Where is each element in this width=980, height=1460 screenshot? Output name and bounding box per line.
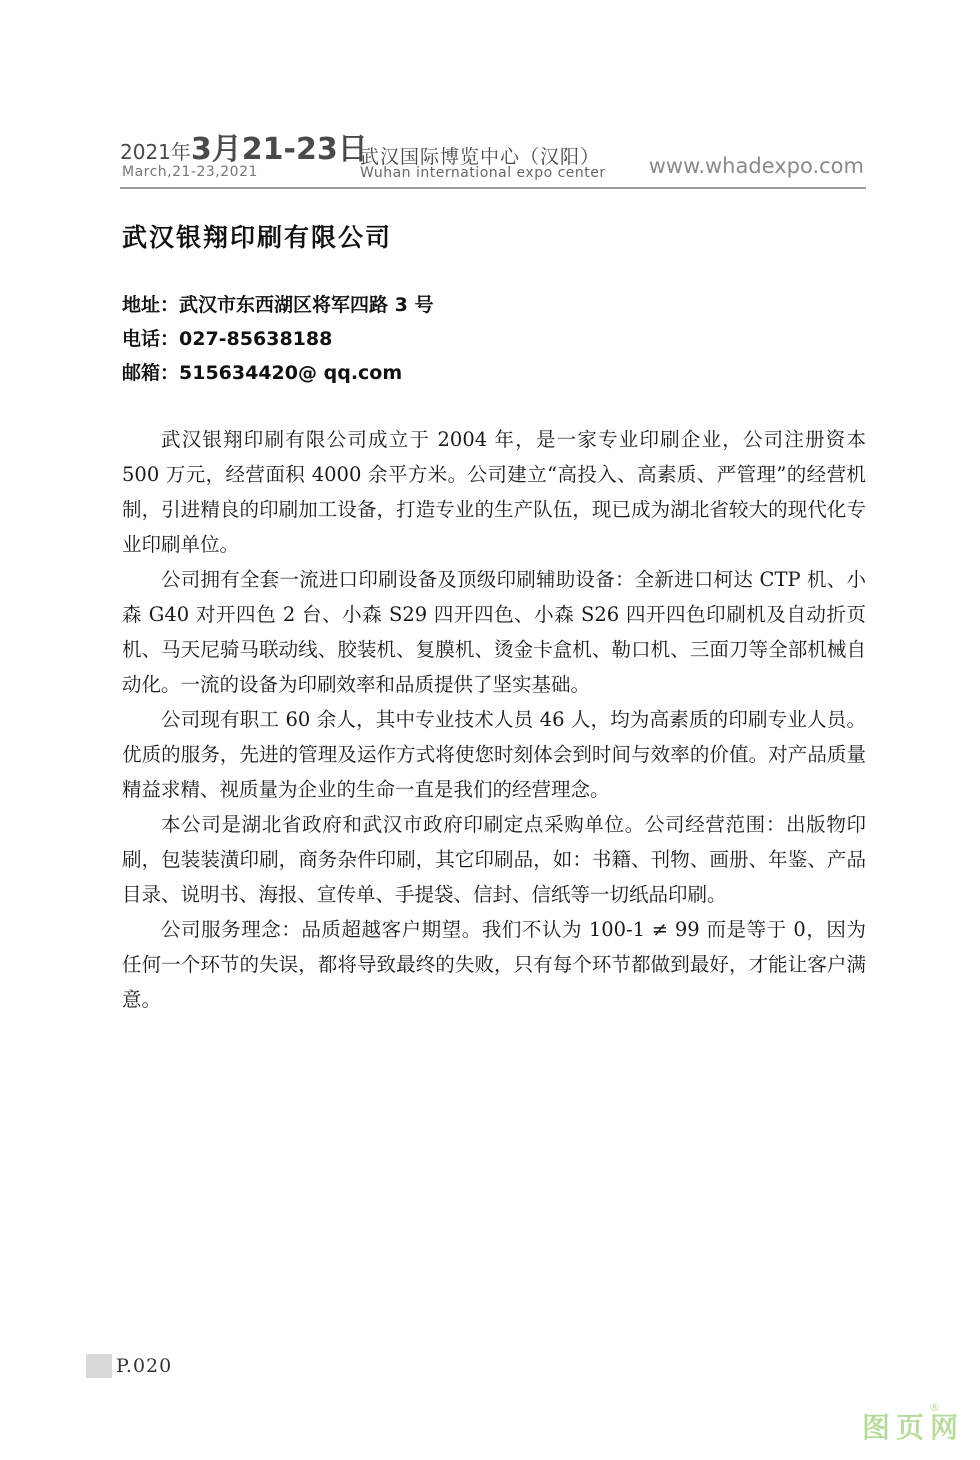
venue-name-english: Wuhan international expo center [360, 165, 606, 181]
contact-phone [122, 322, 433, 356]
description-paragraph: 公司服务理念：品质超越客户期望。我们不认为 100-1 ≠ 99 而是等于 0，因为任何一个环节的失误，都将导致最终的失败，只有每个环节都做到最好，才能让客户满意。 [122, 918, 866, 1011]
header-divider [120, 187, 866, 189]
event-date-year: 2021年 [120, 140, 191, 164]
venue-name-chinese: 武汉国际博览中心（汉阳） [360, 146, 601, 168]
description-paragraph: 武汉银翔印刷有限公司成立于 2004 年，是一家专业印刷企业，公司注册资本 500 万元，经营面积 4000 余平方米。公司建立“高投入、高素质、严管理”的经营机制，引进精良的印刷加工设备，打造专业的生产队伍，现已成为湖北省较大的现代化专业印刷单位。 [122, 428, 866, 556]
company-title: 武汉银翔印刷有限公司 [122, 223, 393, 252]
description-paragraph: 公司拥有全套一流进口印刷设备及顶级印刷辅助设备：全新进口柯达 CTP 机、小森 G40 对开四色 2 台、小森 S29 四开四色、小森 S26 四开四色印刷机及自动折页机、马天尼骑马联动线、胶装机、复膜机、烫金卡盒机、勒口机、三面刀等全部机械自动化。一流的设备为印刷效率和品质提供了坚实基础。 [122, 568, 866, 696]
contact-email-label: 邮箱： [122, 362, 180, 384]
contact-email-value: 515634420@ qq.com [179, 362, 403, 384]
watermark-logo: 图页网 [861, 1411, 964, 1444]
contact-phone-value: 027-85638188 [179, 328, 333, 350]
page-number-marker [86, 1354, 112, 1378]
page-number [86, 1354, 172, 1378]
event-date-month: 3月 [190, 132, 242, 167]
event-date-english: March,21-23,2021 [122, 164, 258, 180]
registered-mark: ® [929, 1401, 940, 1414]
contact-address-value: 武汉市东西湖区将军四路 3 号 [179, 294, 434, 316]
description-paragraph: 公司现有职工 60 余人，其中专业技术人员 46 人，均为高素质的印刷专业人员。优质的服务，先进的管理及运作方式将使您时刻体会到时间与效率的价值。对产品质量精益求精、视质量为企业的生命一直是我们的经营理念。 [122, 708, 866, 801]
event-date-days: 21-23日 [241, 132, 368, 167]
contact-info [122, 288, 433, 390]
contact-phone-label: 电话： [122, 328, 180, 350]
company-description [122, 422, 866, 1017]
contact-address-label: 地址： [122, 294, 180, 316]
contact-email [122, 356, 433, 390]
website-url: www.whadexpo.com [648, 154, 864, 178]
page-number-text: P.020 [116, 1355, 173, 1377]
page-header [120, 128, 866, 188]
contact-address [122, 288, 433, 322]
description-paragraph: 本公司是湖北省政府和武汉市政府印刷定点采购单位。公司经营范围：出版物印刷，包装装潢印刷，商务杂件印刷，其它印刷品，如：书籍、刊物、画册、年鉴、产品目录、说明书、海报、宣传单、手提袋、信封、信纸等一切纸品印刷。 [122, 813, 866, 906]
